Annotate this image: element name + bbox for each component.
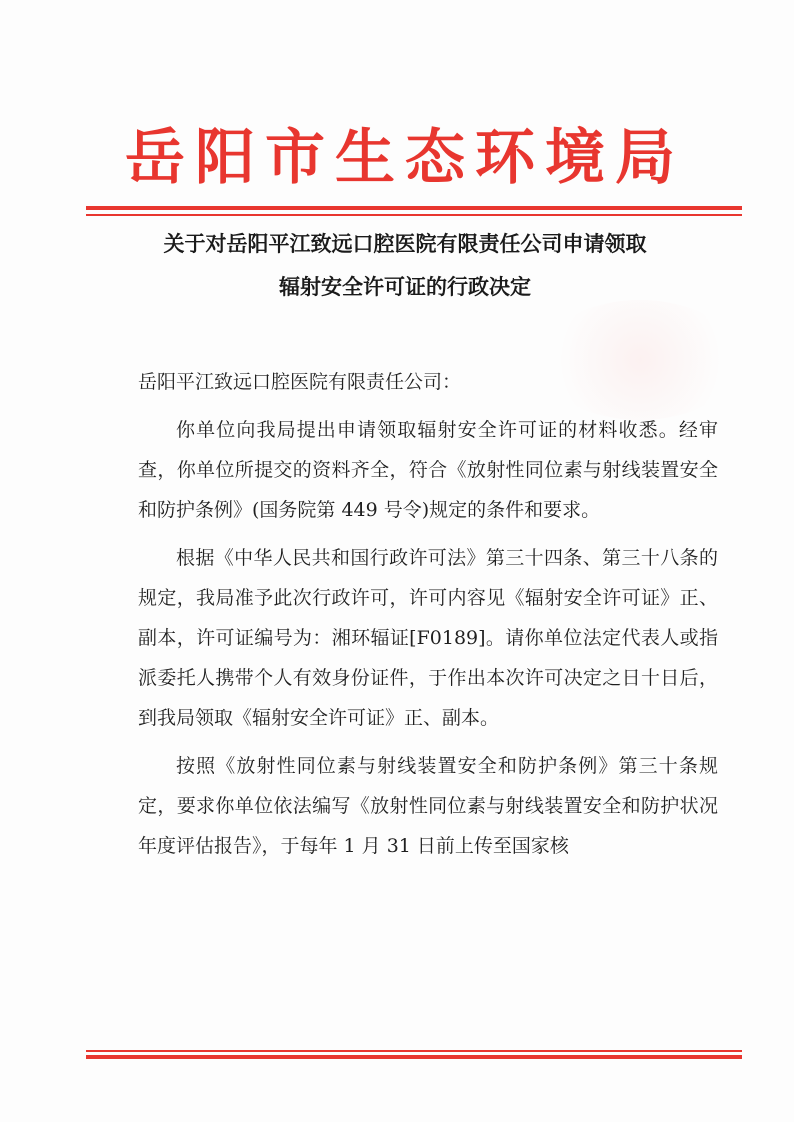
document-body <box>138 362 718 874</box>
body-paragraph-1: 你单位向我局提出申请领取辐射安全许可证的材料收悉。经审查，你单位所提交的资料齐全，符合《放射性同位素与射线装置安全和防护条例》(国务院第 449 号令)规定的条件和要求。 <box>138 419 718 521</box>
body-paragraph-3: 按照《放射性同位素与射线装置安全和防护条例》第三十条规定，要求你单位依法编写《放射性同位素与射线装置安全和防护状况年度评估报告》，于每年 1 月 31 日前上传至国家核 <box>138 755 718 857</box>
footer-divider-thick <box>86 1055 742 1059</box>
document-title-line-1: 关于对岳阳平江致远口腔医院有限责任公司申请领取 <box>163 232 647 256</box>
letterhead-divider-thin <box>86 214 742 216</box>
document-title-line-2: 辐射安全许可证的行政决定 <box>279 275 531 299</box>
agency-letterhead-title: 岳阳市生态环境局 <box>125 123 685 193</box>
letterhead-divider-thick <box>86 206 742 210</box>
salutation: 岳阳平江致远口腔医院有限责任公司： <box>138 371 462 393</box>
body-paragraph-2: 根据《中华人民共和国行政许可法》第三十四条、第三十八条的规定，我局准予此次行政许可，许可内容见《辐射安全许可证》正、副本，许可证编号为：湘环辐证[F0189]。请你单位法定代表人或指派委托人携带个人有效身份证件，于作出本次许可决定之日十日后，到我局领取《辐射安全许可证》正、副本。 <box>138 547 718 729</box>
footer-divider-thin <box>86 1050 742 1052</box>
